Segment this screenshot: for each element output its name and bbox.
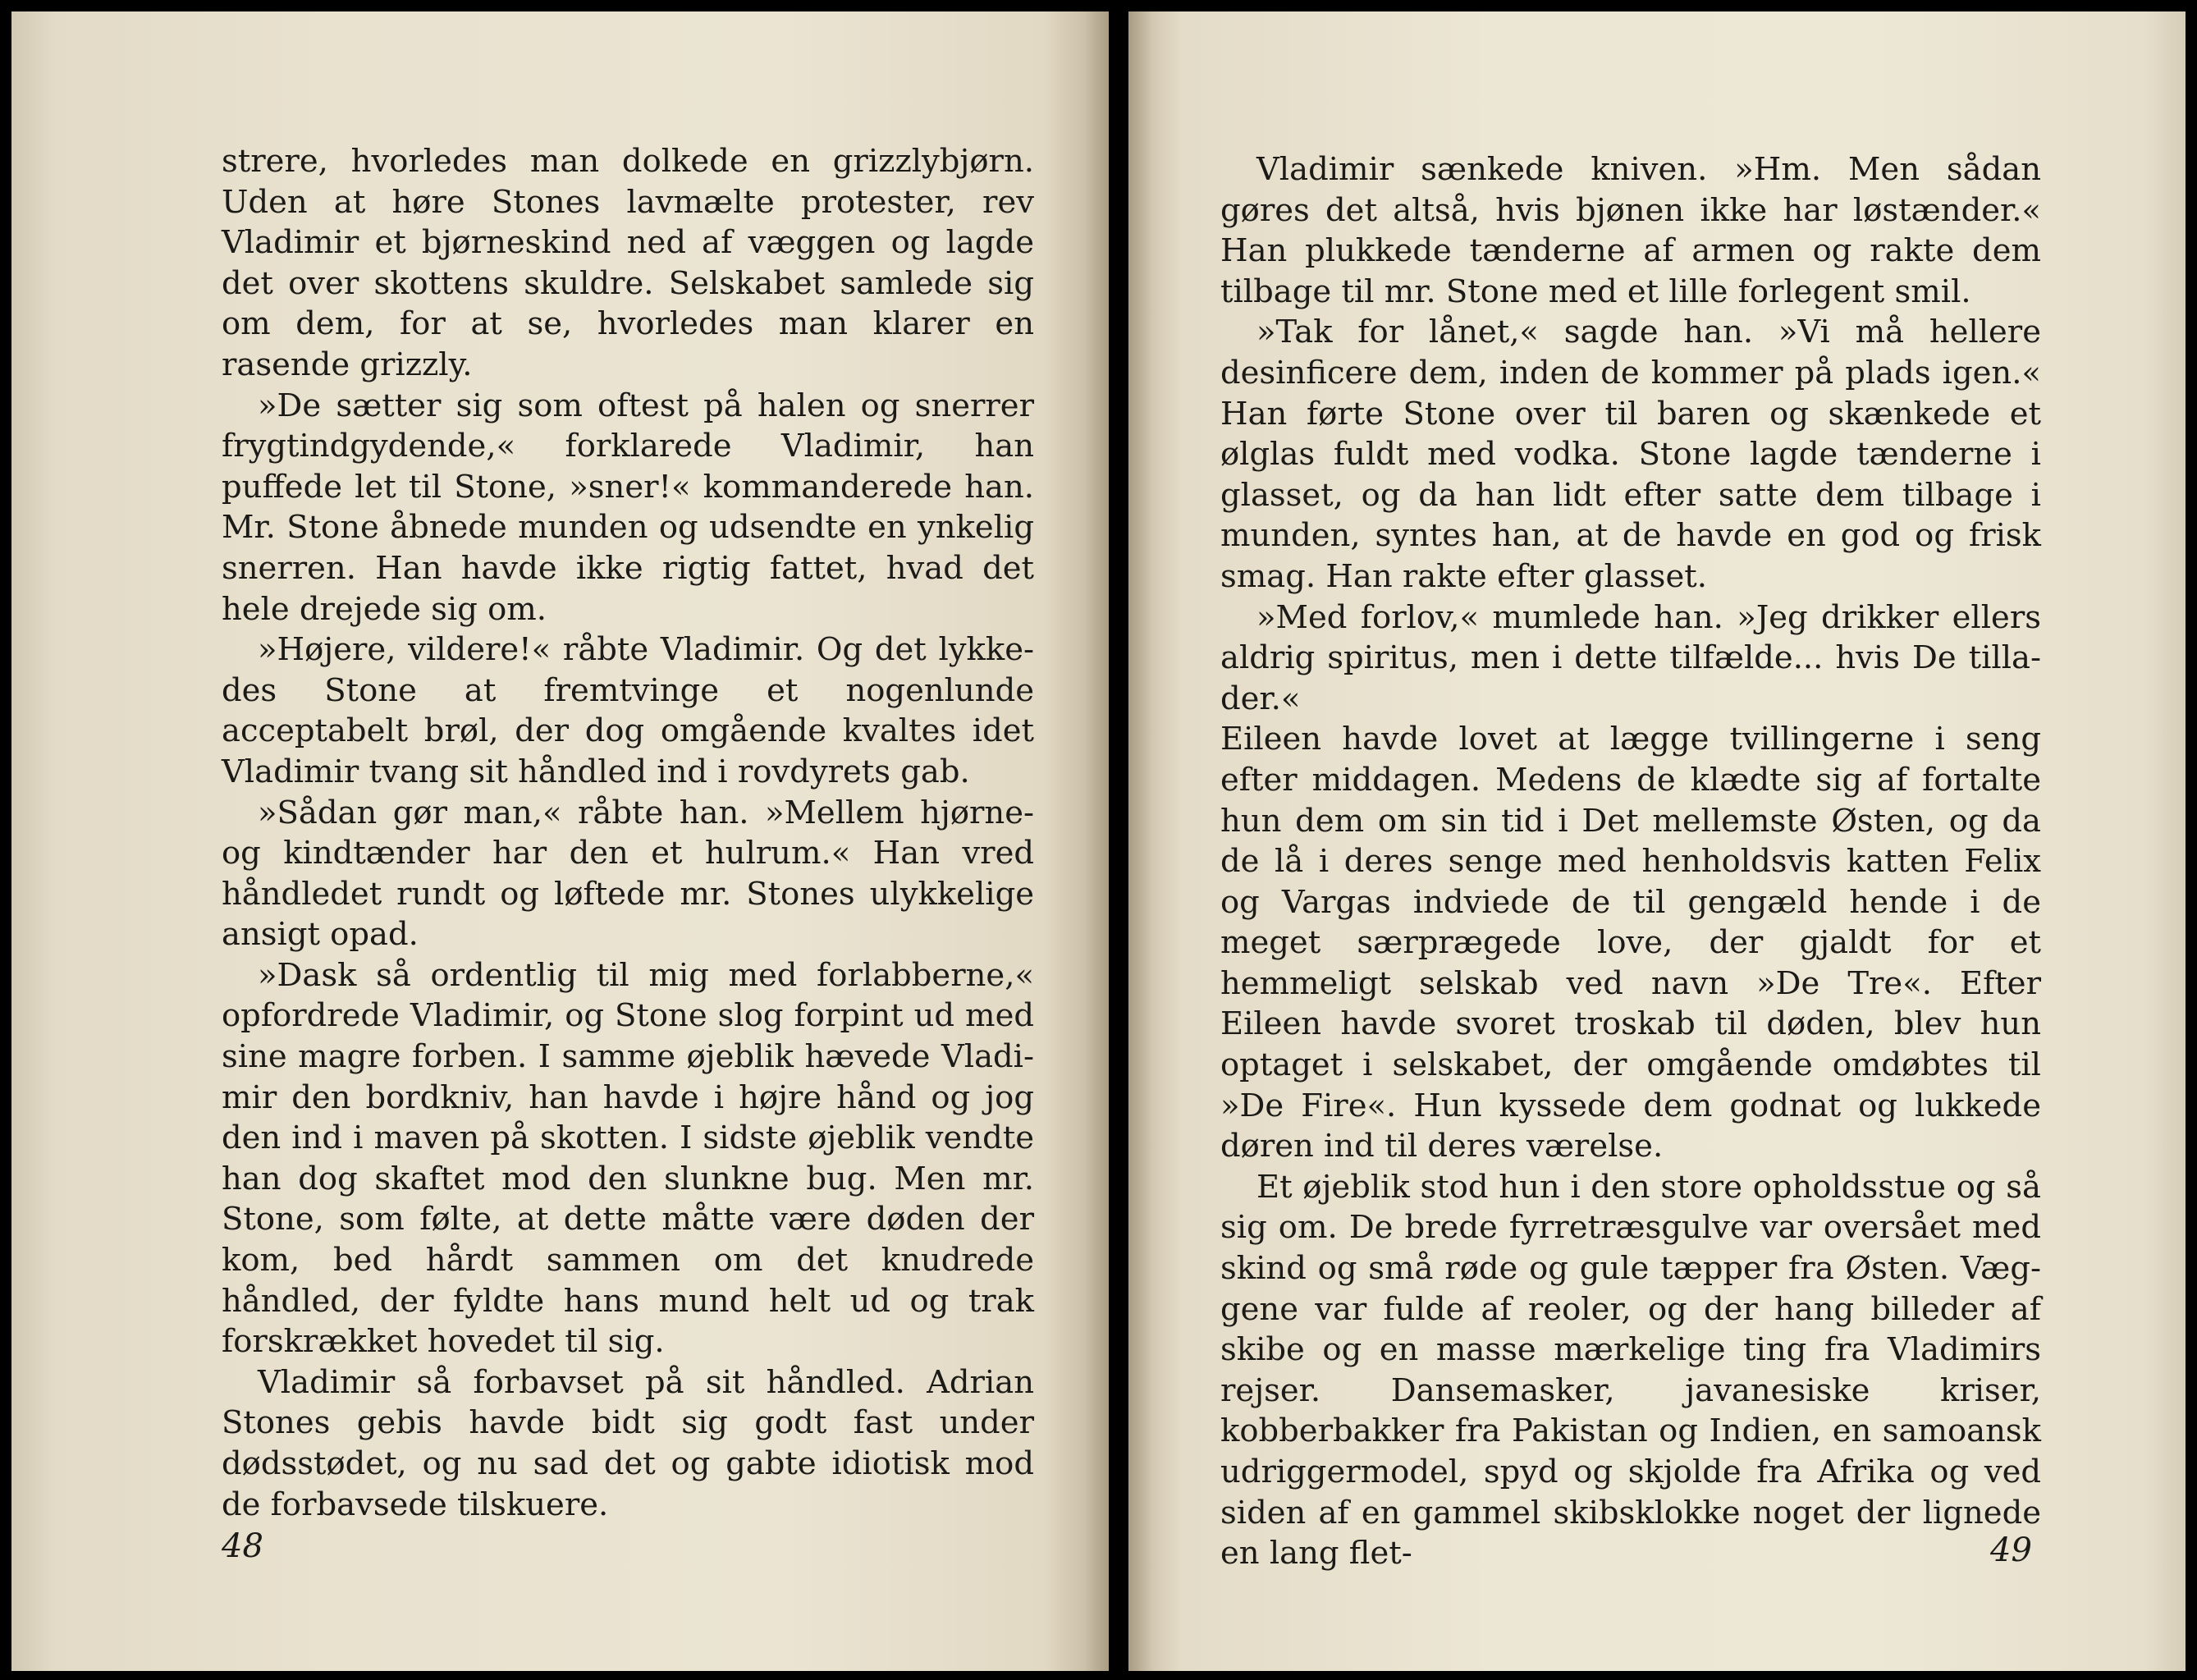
paragraph: Eileen havde lovet at lægge tvillingerne i seng efter middagen. Medens de klædte sig af fortalte hun dem om sin tid i Det mellemste Østen, og da de lå i deres senge med henholdsvis katten Felix og Vargas indviede de til gengæld hende i de meget særprægede love, der gjaldt for et hemmeligt selskab ved navn »De Tre«. Efter Eileen havde svoret troskab til døden, blev hun optaget i selskabet, der omgående omdøbtes til »De Fire«. Hun kyssede dem godnat og lukkede døren ind til deres værelse. xyxy=(1220,721,2041,1165)
paragraph: Vladimir sænkede kniven. »Hm. Men sådan gøres det altså, hvis bjønen ikke har løstænder.« Han plukkede tænderne af armen og rakte dem tilbage til mr. Stone med et lille forlegent smil. xyxy=(1220,151,2041,310)
paragraph: »Sådan gør man,« råbte han. »Mellem hjørne- og kindtænder har den et hulrum.« Han vred håndledet rundt og løftede mr. Stones ulykkelige ansigt opad. xyxy=(222,794,1034,954)
left-page-text xyxy=(222,141,1034,1525)
right-page xyxy=(1128,11,2186,1671)
gutter-shadow-right xyxy=(1128,11,1153,1671)
page-number-left: 48 xyxy=(222,1527,263,1565)
paragraph: Vladimir så forbavset på sit håndled. Adrian Stones gebis havde bidt sig godt fast under dødsstødet, og nu sad det og gabte idiotisk mod de forbavsede tilskuere. xyxy=(222,1363,1034,1523)
paragraph: strere, hvorledes man dolkede en grizzlybjørn. Uden at høre Stones lavmælte protester, rev Vladimir et bjørneskind ned af væggen og lagde det over skottens skuldre. Selskabet samlede sig om dem, for at se, hvorledes man klarer en rasende grizzly. xyxy=(222,143,1034,383)
paragraph: »Dask så ordentlig til mig med forlabberne,« opfordrede Vladimir, og Stone slog forpint ud med sine magre forben. I samme øjeblik hævede Vladimir den bordkniv, han havde i højre hånd og jog den ind i maven på skotten. I sidste øjeblik vendte han dog skaftet mod den slunkne bug. Men mr. Stone, som følte, at dette måtte være døden der kom, bed hårdt sammen om det knudrede håndled, der fyldte hans mund helt ud og trak forskrækket hovedet til sig. xyxy=(222,956,1034,1361)
left-page xyxy=(11,11,1109,1671)
paragraph: Et øjeblik stod hun i den store opholdsstue og så sig om. De brede fyrretræsgulve var oversået med skind og små røde og gule tæpper fra Østen. Væggene var fulde af reoler, og der hang billeder af skibe og en masse mærkelige ting fra Vladimirs rejser. Dansemasker, javanesiske kriser, kobberbakker fra Pakistan og Indien, en samoansk udriggermodel, spyd og skjolde fra Afrika og ved siden af en gammel skibsklokke noget der lignede en lang flet- xyxy=(1220,1168,2041,1572)
gutter-shadow-left xyxy=(1084,11,1109,1671)
paragraph: »De sætter sig som oftest på halen og snerrer frygtindgydende,« forklarede Vladimir, han puffede let til Stone, »sner!« kommanderede han. Mr. Stone åbnede munden og udsendte en ynkelig snerren. Han havde ikke rigtig fattet, hvad det hele drejede sig om. xyxy=(222,387,1034,628)
paragraph: »Højere, vildere!« råbte Vladimir. Og det lykkedes Stone at fremtvinge et nogenlunde acceptabelt brøl, der dog omgående kvaltes idet Vladimir tvang sit håndled ind i rovdyrets gab. xyxy=(222,631,1034,790)
paragraph: »Tak for lånet,« sagde han. »Vi må hellere desinficere dem, inden de kommer på plads igen.« Han førte Stone over til baren og skænkede et ølglas fuldt med vodka. Stone lagde tænderne i glasset, og da han lidt efter satte dem tilbage i munden, syntes han, at de havde en god og frisk smag. Han rakte efter glasset. xyxy=(1220,314,2041,595)
paragraph: »Med forlov,« mumlede han. »Jeg drikker ellers aldrig spiritus, men i dette tilfælde... hvis De tillader.« xyxy=(1220,598,2041,717)
right-page-text xyxy=(1220,149,2041,1574)
page-number-right: 49 xyxy=(1990,1531,2032,1569)
